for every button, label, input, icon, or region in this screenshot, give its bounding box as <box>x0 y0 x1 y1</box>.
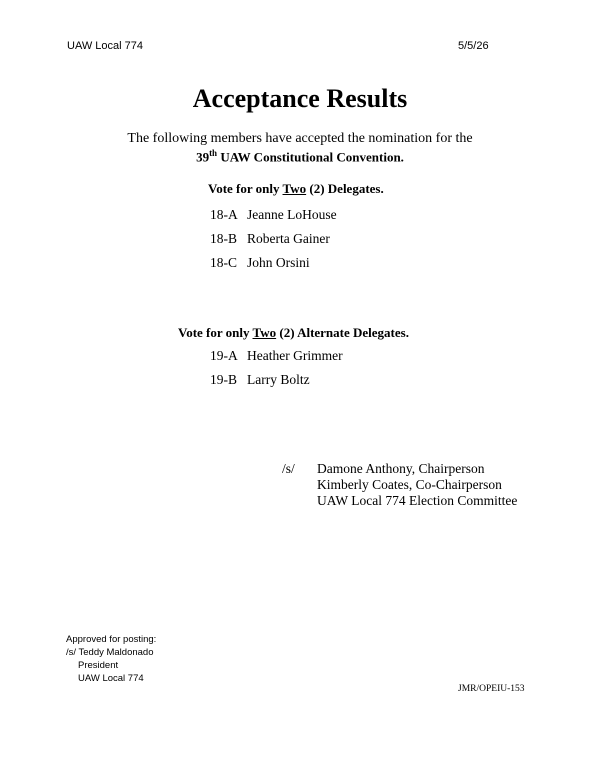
alternates-heading <box>178 325 409 341</box>
approval-signer: /s/ Teddy Maldonado <box>66 647 154 658</box>
ordinal-number: 39 <box>196 149 210 165</box>
candidate-name: John Orsini <box>247 255 310 270</box>
candidate-code: 18-A <box>210 207 238 222</box>
approval-block <box>66 633 156 685</box>
header-org: UAW Local 774 <box>67 40 144 52</box>
delegates-heading <box>208 181 384 197</box>
alternates-heading-post: (2) Alternate Delegates. <box>276 325 409 340</box>
delegates-heading-pre: Vote for only <box>208 181 283 196</box>
signature-line-3: UAW Local 774 Election Committee <box>317 493 518 508</box>
candidate-name: Jeanne LoHouse <box>247 207 337 222</box>
candidate-name: Roberta Gainer <box>247 231 330 246</box>
signature-line-1: Damone Anthony, Chairperson <box>317 461 485 476</box>
candidate-row <box>210 372 310 388</box>
union-bug-code: JMR/OPEIU-153 <box>458 684 525 694</box>
candidate-code: 19-B <box>210 372 237 387</box>
delegates-heading-emph: Two <box>282 181 307 196</box>
convention-name: UAW Constitutional Convention. <box>217 149 404 165</box>
candidate-code: 19-A <box>210 348 238 363</box>
ordinal-suffix: th <box>209 148 218 158</box>
signature-mark: /s/ <box>282 461 295 476</box>
candidate-row <box>210 348 343 364</box>
candidate-name: Larry Boltz <box>247 372 310 387</box>
approval-title: President <box>78 660 119 671</box>
header-date: 5/5/26 <box>458 40 489 52</box>
candidate-name: Heather Grimmer <box>247 348 343 363</box>
signature-line-2: Kimberly Coates, Co-Chairperson <box>317 477 502 492</box>
intro-line-1: The following members have accepted the nomination for the <box>127 131 473 146</box>
candidate-code: 18-C <box>210 255 237 270</box>
alternates-heading-emph: Two <box>252 325 277 340</box>
approval-label: Approved for posting: <box>66 634 157 645</box>
page-title: Acceptance Results <box>192 84 408 113</box>
approval-org: UAW Local 774 <box>78 673 144 684</box>
candidate-row <box>210 207 337 223</box>
candidate-code: 18-B <box>210 231 237 246</box>
candidate-row <box>210 255 310 271</box>
intro-line-2 <box>0 148 600 165</box>
delegates-heading-post: (2) Delegates. <box>306 181 384 196</box>
alternates-heading-pre: Vote for only <box>178 325 253 340</box>
candidate-row <box>210 231 330 247</box>
